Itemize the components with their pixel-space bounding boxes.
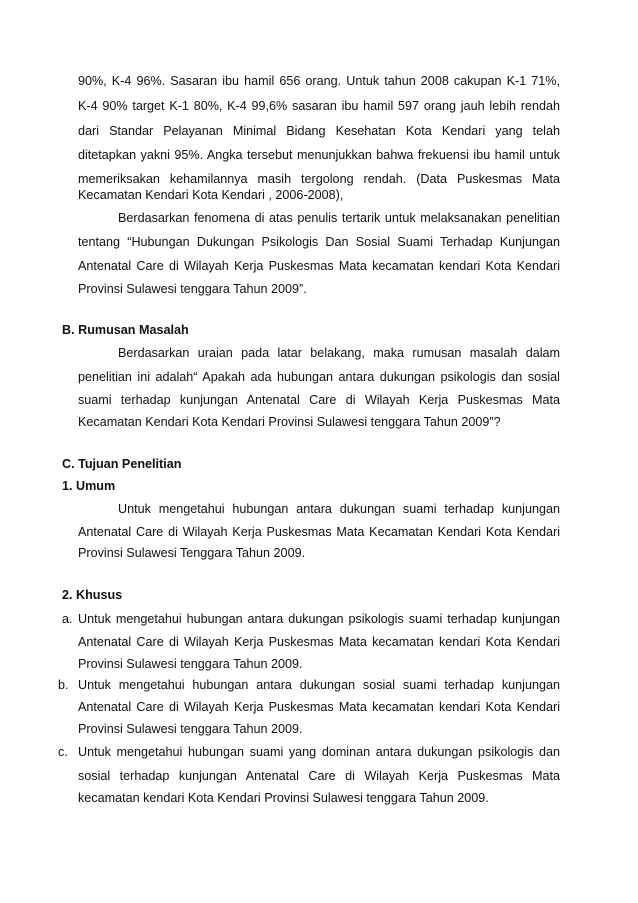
para2-line-4: Provinsi Sulawesi tenggara Tahun 2009”. — [78, 282, 307, 296]
umum-line-2: Antenatal Care di Wilayah Kerja Puskesmas Mata Kecamatan Kendari Kota Kendari — [78, 525, 560, 539]
khusus-item-b-line-1: Untuk mengetahui hubungan antara dukungan sosial suami terhadap kunjungan — [78, 678, 560, 692]
para1-line-1: 90%, K-4 96%. Sasaran ibu hamil 656 orang. Untuk tahun 2008 cakupan K-1 71%, — [78, 74, 560, 88]
para2-line-3: Antenatal Care di Wilayah Kerja Puskesmas Mata kecamatan kendari Kota Kendari — [78, 259, 560, 273]
khusus-item-c-marker: c. — [58, 745, 68, 759]
para1-line-3: dari Standar Pelayanan Minimal Bidang Kesehatan Kota Kendari yang telah — [78, 124, 560, 138]
section-b-line-4: Kecamatan Kendari Kota Kendari Provinsi Sulawesi tenggara Tahun 2009”? — [78, 415, 501, 429]
khusus-item-a-line-3: Provinsi Sulawesi tenggara Tahun 2009. — [78, 657, 303, 671]
khusus-item-a-line-2: Antenatal Care di Wilayah Kerja Puskesmas Mata kecamatan kendari Kota Kendari — [78, 635, 560, 649]
section-b-line-1: Berdasarkan uraian pada latar belakang, maka rumusan masalah dalam — [118, 346, 560, 360]
khusus-item-b-line-3: Provinsi Sulawesi tenggara Tahun 2009. — [78, 722, 303, 736]
section-b-line-3: suami terhadap kunjungan Antenatal Care di Wilayah Kerja Puskesmas Mata — [78, 393, 560, 407]
umum-heading: 1. Umum — [62, 479, 116, 493]
khusus-item-a-line-1: Untuk mengetahui hubungan antara dukungan psikologis suami terhadap kunjungan — [78, 612, 560, 626]
umum-line-3: Provinsi Sulawesi Tenggara Tahun 2009. — [78, 546, 306, 560]
section-b-line-2: penelitian ini adalah“ Apakah ada hubungan antara dukungan psikologis dan sosial — [78, 370, 560, 384]
para1-line-2: K-4 90% target K-1 80%, K-4 99,6% sasaran ibu hamil 597 orang jauh lebih rendah — [78, 99, 560, 113]
umum-line-1: Untuk mengetahui hubungan antara dukungan suami terhadap kunjungan — [118, 502, 560, 516]
section-c-heading: C. Tujuan Penelitian — [62, 457, 182, 471]
khusus-item-c-line-2: sosial terhadap kunjungan Antenatal Care di Wilayah Kerja Puskesmas Mata — [78, 769, 560, 783]
para2-line-1: Berdasarkan fenomena di atas penulis tertarik untuk melaksanakan penelitian — [118, 211, 560, 225]
section-b-heading: B. Rumusan Masalah — [62, 323, 189, 337]
para1-line-4: ditetapkan yakni 95%. Angka tersebut menunjukkan bahwa frekuensi ibu hamil untuk — [78, 148, 560, 162]
khusus-item-b-marker: b. — [58, 678, 69, 692]
khusus-item-c-line-3: kecamatan kendari Kota Kendari Provinsi Sulawesi tenggara Tahun 2009. — [78, 791, 489, 805]
para1-line-5: memeriksakan kehamilannya masih tergolong rendah. (Data Puskesmas Mata — [78, 172, 560, 186]
khusus-item-b-line-2: Antenatal Care di Wilayah Kerja Puskesmas Mata kecamatan kendari Kota Kendari — [78, 700, 560, 714]
para2-line-2: tentang “Hubungan Dukungan Psikologis Dan Sosial Suami Terhadap Kunjungan — [78, 235, 560, 249]
para1-line-6: Kecamatan Kendari Kota Kendari , 2006-2008), — [78, 188, 344, 202]
khusus-item-a-marker: a. — [62, 612, 73, 626]
khusus-heading: 2. Khusus — [62, 588, 123, 602]
khusus-item-c-line-1: Untuk mengetahui hubungan suami yang dominan antara dukungan psikologis dan — [78, 745, 560, 759]
